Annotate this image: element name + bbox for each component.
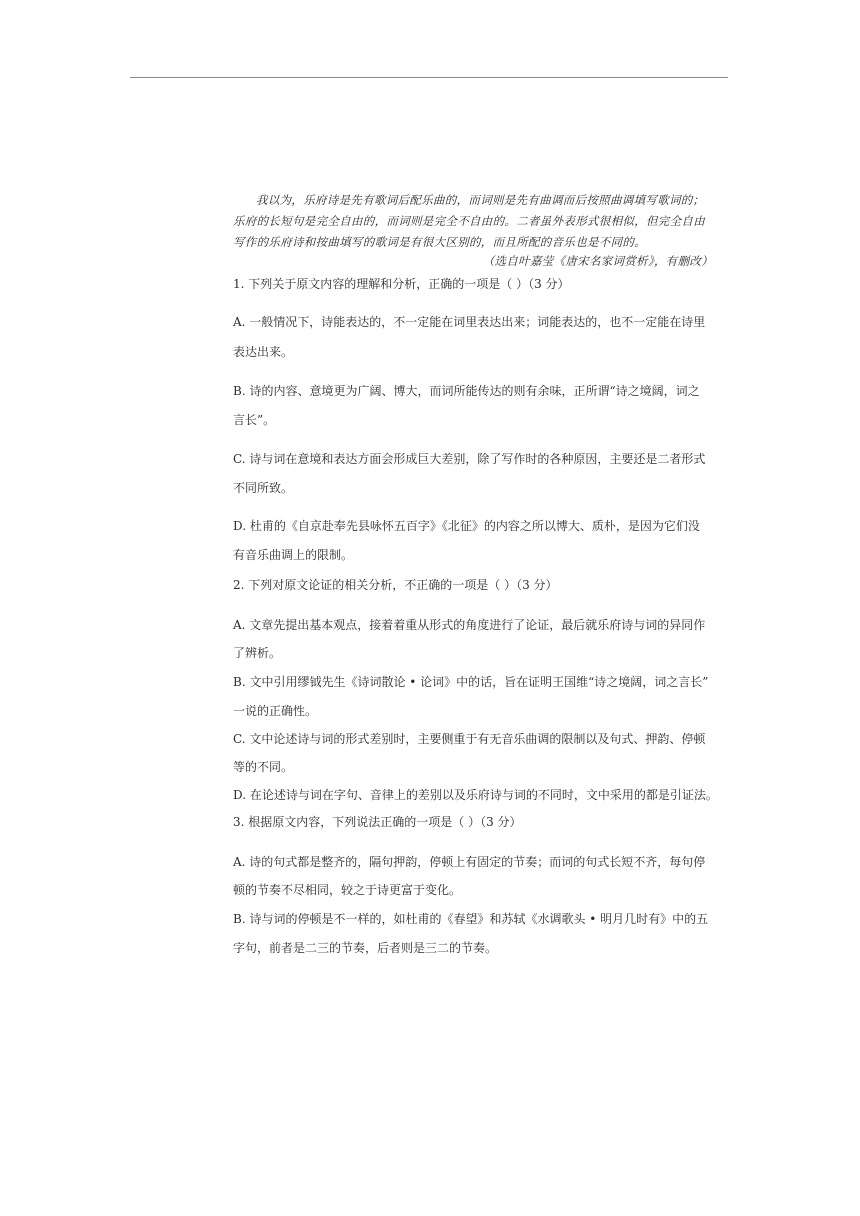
q1-option-b-cont: 言长”。 xyxy=(233,413,276,427)
q2-option-a-cont: 了辨析。 xyxy=(233,646,282,660)
q2-option-b-cont: 一说的正确性。 xyxy=(233,704,318,718)
q2-option-a: A. 文章先提出基本观点，接着着重从形式的角度进行了论证，最后就乐府诗与词的异同作 xyxy=(233,618,706,632)
q3-option-b: B. 诗与词的停顿是不一样的，如杜甫的《春望》和苏轼《水调歌头 • 明月几时有》中的五 xyxy=(233,912,709,926)
q2-option-d: D. 在论述诗与词在字句、音律上的差别以及乐府诗与词的不同时，文中采用的都是引证法。 xyxy=(233,788,718,802)
q1-option-a-cont: 表达出来。 xyxy=(233,345,294,359)
passage xyxy=(233,190,711,253)
question-1-stem: 1. 下列关于原文内容的理解和分析，正确的一项是（ ）（3 分） xyxy=(233,277,570,291)
q1-option-c-cont: 不同所致。 xyxy=(233,481,294,495)
q1-option-d: D. 杜甫的《自京赴奉先县咏怀五百字》《北征》的内容之所以博大、质朴，是因为它们没 xyxy=(233,519,700,533)
q1-option-c: C. 诗与词在意境和表达方面会形成巨大差别，除了写作时的各种原因，主要还是二者形式 xyxy=(233,452,706,466)
question-3-stem: 3. 根据原文内容，下列说法正确的一项是（ ）（3 分） xyxy=(233,815,522,829)
q1-option-d-cont: 有音乐曲调上的限制。 xyxy=(233,548,354,562)
passage-line: 乐府的长短句是完全自由的，而词则是完全不自由的。二者虽外表形式很相似，但完全自由 xyxy=(233,214,705,228)
q1-option-a: A. 一般情况下，诗能表达的，不一定能在词里表达出来；词能表达的，也不一定能在诗里 xyxy=(233,315,706,329)
passage-source: （选自叶嘉莹《唐宋名家词赏析》，有删改） xyxy=(482,254,713,268)
q2-option-c: C. 文中论述诗与词的形式差别时，主要侧重于有无音乐曲调的限制以及句式、押韵、停顿 xyxy=(233,732,706,746)
header-rule xyxy=(130,77,728,78)
q3-option-b-cont: 字句，前者是二三的节奏，后者则是三二的节奏。 xyxy=(233,941,498,955)
question-2-stem: 2. 下列对原文论证的相关分析，不正确的一项是（ ）（3 分） xyxy=(233,578,558,592)
q3-option-a-cont: 顿的节奏不尽相同，较之于诗更富于变化。 xyxy=(233,883,462,897)
passage-line: 写作的乐府诗和按曲填写的歌词是有很大区别的，而且所配的音乐也是不同的。 xyxy=(233,235,646,249)
passage-line: 我以为，乐府诗是先有歌词后配乐曲的，而词则是先有曲调而后按照曲调填写歌词的； xyxy=(256,193,705,207)
q2-option-c-cont: 等的不同。 xyxy=(233,760,294,774)
q1-option-b: B. 诗的内容、意境更为广阔、博大，而词所能传达的则有余味，正所谓“诗之境阔，词之 xyxy=(233,384,700,398)
q2-option-b: B. 文中引用缪钺先生《诗词散论 • 论词》中的话，旨在证明王国维“诗之境阔，词之言长” xyxy=(233,675,709,689)
q3-option-a: A. 诗的句式都是整齐的，隔句押韵，停顿上有固定的节奏；而词的句式长短不齐，每句停 xyxy=(233,855,706,869)
